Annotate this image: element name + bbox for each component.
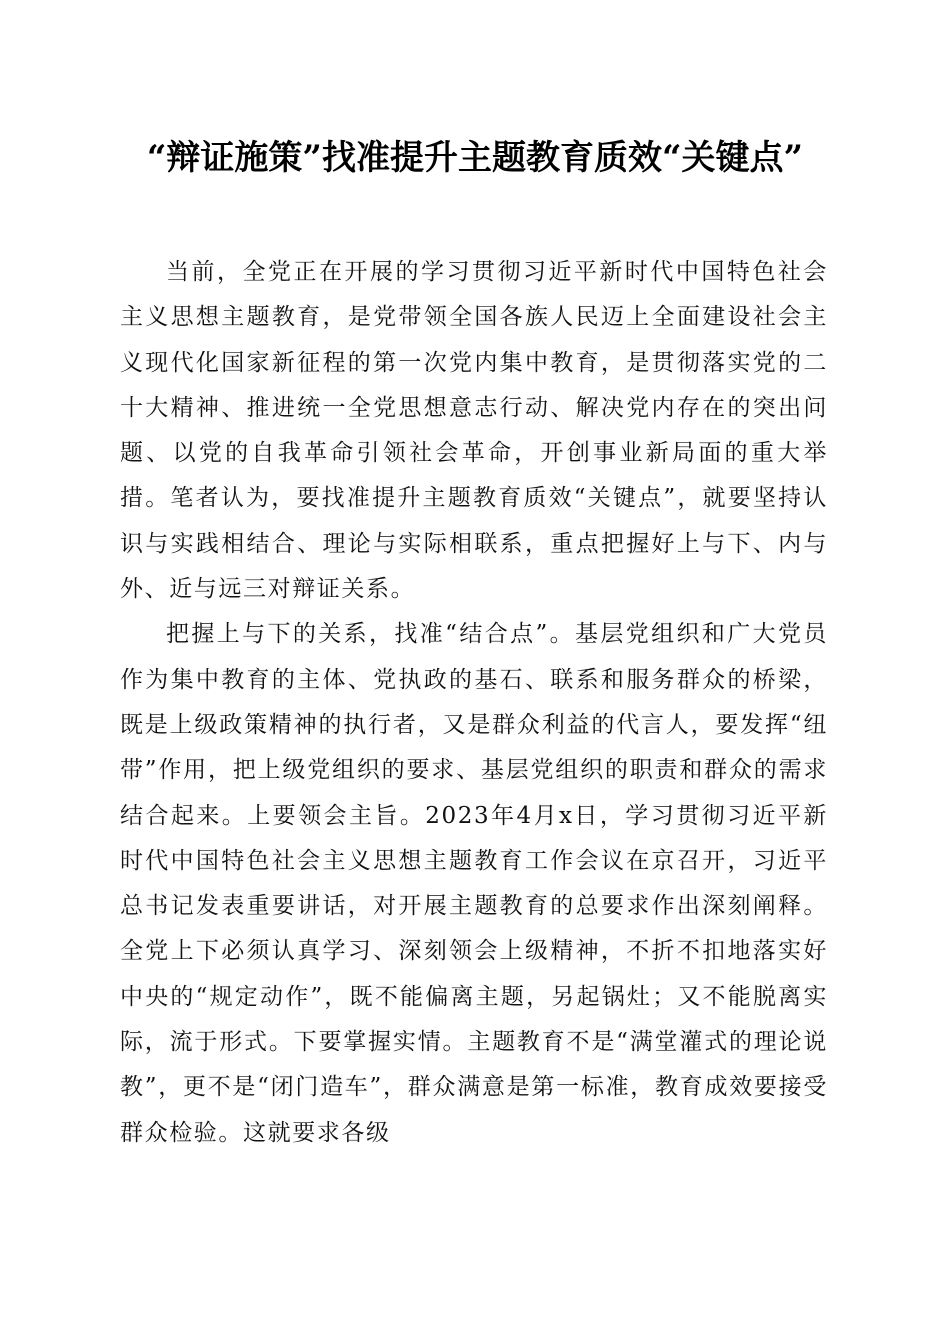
document-body <box>120 250 828 1156</box>
document-title: “辩证施策”找准提升主题教育质效“关键点” <box>146 138 804 178</box>
paragraph-intro: 当前，全党正在开展的学习贯彻习近平新时代中国特色社会主义思想主题教育，是党带领全国各族人民迈上全面建设社会主义现代化国家新征程的第一次党内集中教育，是贯彻落实党的二十大精神、推进统一全党思想意志行动、解决党内存在的突出问题、以党的自我革命引领社会革命，开创事业新局面的重大举措。笔者认为，要找准提升主题教育质效“关键点”，就要坚持认识与实践相结合、理论与实际相联系，重点把握好上与下、内与外、近与远三对辩证关系。 <box>120 259 828 603</box>
paragraph-upper-lower: 把握上与下的关系，找准“结合点”。基层党组织和广大党员作为集中教育的主体、党执政的基石、联系和服务群众的桥梁，既是上级政策精神的执行者，又是群众利益的代言人，要发挥“纽带”作用，把上级党组织的要求、基层党组织的职责和群众的需求结合起来。上要领会主旨。2023年4月x日，学习贯彻习近平新时代中国特色社会主义思想主题教育工作会议在京召开，习近平总书记发表重要讲话，对开展主题教育的总要求作出深刻阐释。全党上下必须认真学习、深刻领会上级精神，不折不扣地落实好中央的“规定动作”，既不能偏离主题，另起锅灶；又不能脱离实际，流于形式。下要掌握实情。主题教育不是“满堂灌式的理论说教”，更不是“闭门造车”，群众满意是第一标准，教育成效要接受群众检验。这就要求各级 <box>120 621 828 1146</box>
